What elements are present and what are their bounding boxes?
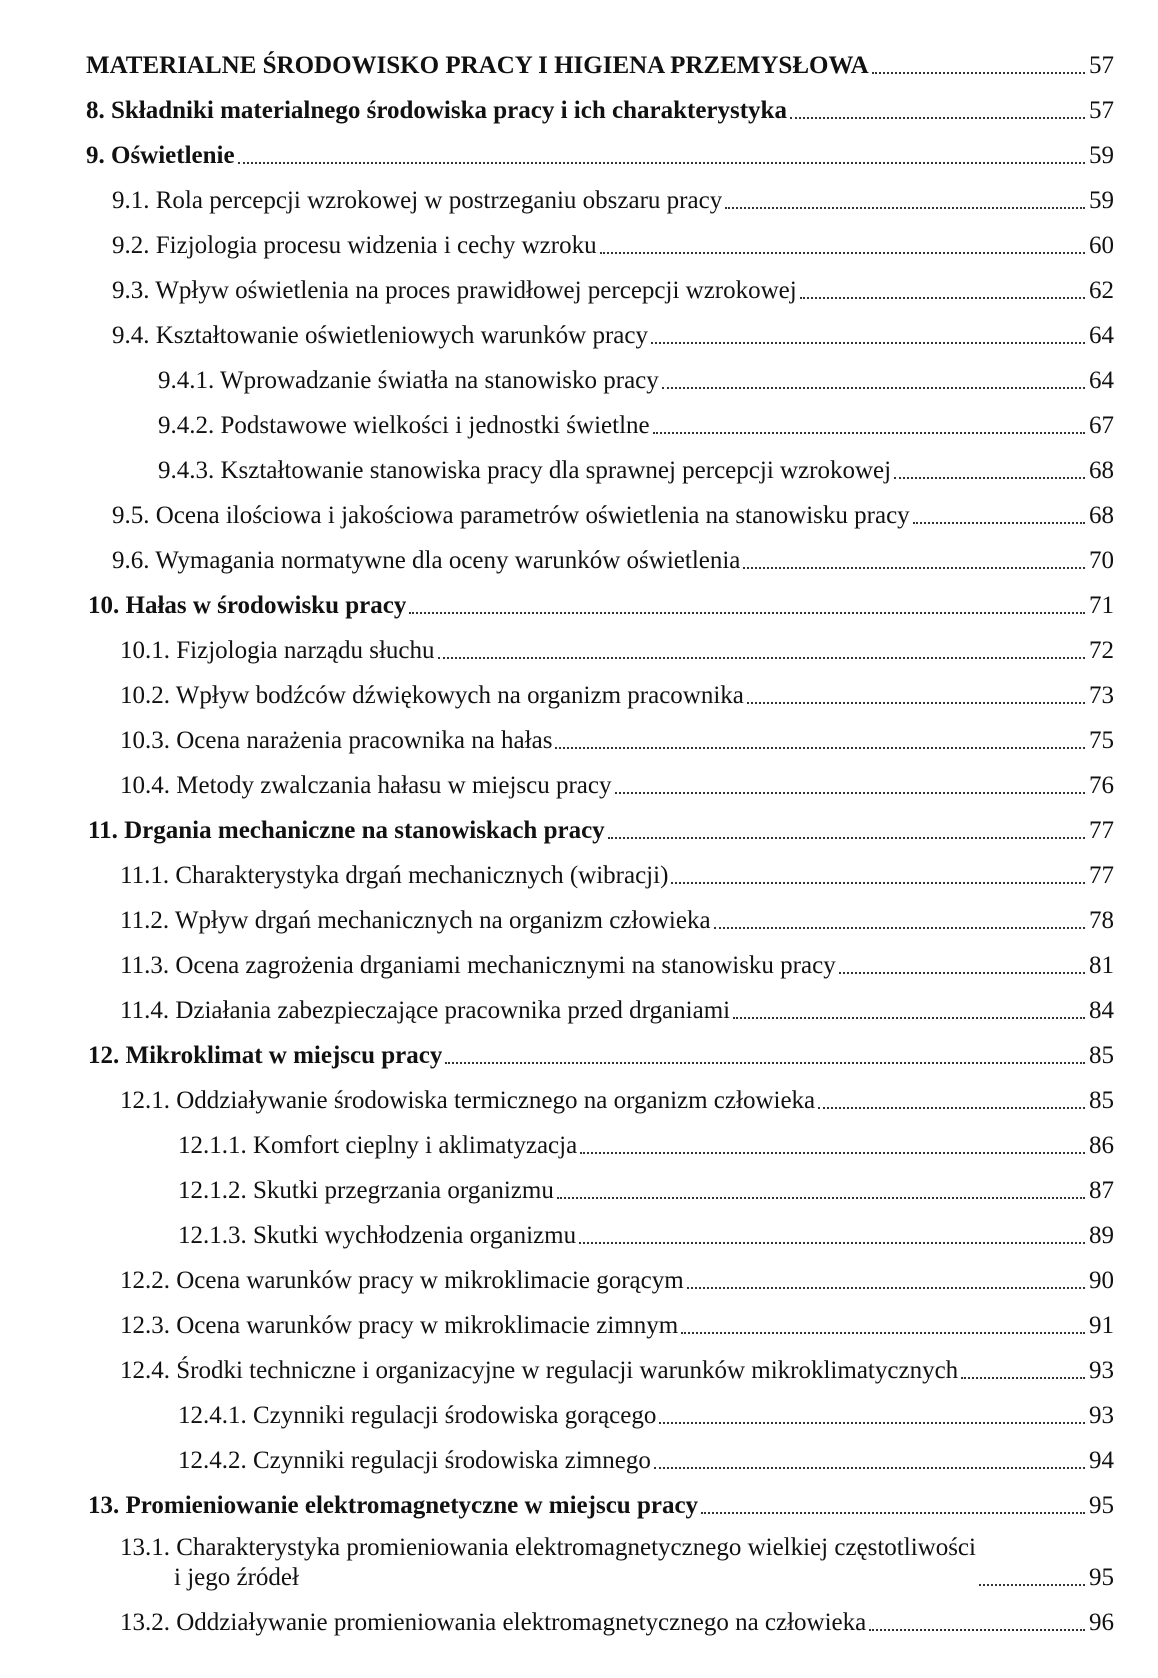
toc-entry-page: 60 xyxy=(1089,232,1114,259)
dot-leader xyxy=(725,207,1085,209)
dot-leader xyxy=(671,882,1085,884)
toc-entry xyxy=(86,756,1114,801)
toc-entry-title: 12.1.3. Skutki wychłodzenia organizmu xyxy=(178,1222,577,1249)
toc-entry-page: 96 xyxy=(1089,1609,1114,1636)
toc-entry-page: 68 xyxy=(1089,457,1114,484)
toc-entry-page: 70 xyxy=(1089,547,1114,574)
toc-entry xyxy=(86,36,1114,81)
toc-entry-page: 57 xyxy=(1089,97,1114,124)
toc-entry-page: 59 xyxy=(1089,187,1114,214)
dot-leader xyxy=(445,1062,1085,1064)
toc-entry-title: 9.4.1. Wprowadzanie światła na stanowisko pracy xyxy=(158,367,659,394)
toc-entry-title: 9.5. Ocena ilościowa i jakościowa parametrów oświetlenia na stanowisku pracy xyxy=(112,502,910,529)
toc-entry xyxy=(86,1161,1114,1206)
toc-entry-title: 9.1. Rola percepcji wzrokowej w postrzeganiu obszaru pracy xyxy=(112,187,723,214)
toc-entry-page: 73 xyxy=(1089,682,1114,709)
toc-entry xyxy=(86,1476,1114,1521)
toc-entry xyxy=(86,891,1114,936)
toc-entry xyxy=(86,666,1114,711)
toc-entry-page: 87 xyxy=(1089,1177,1114,1204)
table-of-contents xyxy=(86,36,1114,1638)
toc-entry-page: 81 xyxy=(1089,952,1114,979)
toc-entry-title-line2: i jego źródeł xyxy=(174,1564,299,1591)
toc-entry xyxy=(86,306,1114,351)
dot-leader xyxy=(608,837,1085,839)
toc-entry-title xyxy=(120,1533,976,1593)
toc-entry-page: 93 xyxy=(1089,1357,1114,1384)
toc-entry-page: 91 xyxy=(1089,1312,1114,1339)
toc-entry xyxy=(86,1116,1114,1161)
dot-leader xyxy=(615,792,1086,794)
toc-entry xyxy=(86,486,1114,531)
dot-leader xyxy=(869,1629,1085,1631)
toc-entry-title: 9.4. Kształtowanie oświetleniowych warunków pracy xyxy=(112,322,648,349)
toc-entry-page: 86 xyxy=(1089,1132,1114,1159)
toc-entry-title: 10.3. Ocena narażenia pracownika na hałas xyxy=(120,727,553,754)
toc-entry-page: 95 xyxy=(1089,1492,1114,1519)
dot-leader xyxy=(839,972,1085,974)
toc-entry-title: 9.4.2. Podstawowe wielkości i jednostki świetlne xyxy=(158,412,650,439)
dot-leader xyxy=(790,117,1085,119)
toc-entry-title: 12.4. Środki techniczne i organizacyjne w regulacji warunków mikroklimatycznych xyxy=(120,1357,959,1384)
dot-leader xyxy=(681,1332,1085,1334)
toc-entry-page: 93 xyxy=(1089,1402,1114,1429)
toc-entry-page: 85 xyxy=(1089,1087,1114,1114)
toc-entry-title: 13.2. Oddziaływanie promieniowania elektromagnetycznego na człowieka xyxy=(120,1609,867,1636)
toc-entry-page: 57 xyxy=(1089,52,1114,79)
dot-leader xyxy=(979,1584,1085,1586)
dot-leader xyxy=(238,162,1085,164)
dot-leader xyxy=(580,1152,1085,1154)
dot-leader xyxy=(557,1197,1085,1199)
toc-entry-page: 64 xyxy=(1089,322,1114,349)
toc-entry-page: 64 xyxy=(1089,367,1114,394)
toc-entry-title: 10.1. Fizjologia narządu słuchu xyxy=(120,637,435,664)
toc-entry-title: 12.4.2. Czynniki regulacji środowiska zimnego xyxy=(178,1447,651,1474)
toc-entry-page: 84 xyxy=(1089,997,1114,1024)
toc-entry-title: 8. Składniki materialnego środowiska pracy i ich charakterystyka xyxy=(86,97,787,124)
toc-entry-page: 67 xyxy=(1089,412,1114,439)
toc-entry-title: 10.4. Metody zwalczania hałasu w miejscu pracy xyxy=(120,772,612,799)
toc-entry-page: 89 xyxy=(1089,1222,1114,1249)
toc-entry-title: 9.2. Fizjologia procesu widzenia i cechy wzroku xyxy=(112,232,597,259)
toc-entry xyxy=(86,1593,1114,1638)
dot-leader xyxy=(653,432,1085,434)
toc-entry-title: 10. Hałas w środowisku pracy xyxy=(88,592,407,619)
toc-entry xyxy=(86,711,1114,756)
toc-entry xyxy=(86,1026,1114,1071)
toc-entry-title: 12. Mikroklimat w miejscu pracy xyxy=(88,1042,443,1069)
dot-leader xyxy=(733,1017,1085,1019)
toc-entry-page: 78 xyxy=(1089,907,1114,934)
toc-entry-page: 76 xyxy=(1089,772,1114,799)
toc-entry-page: 77 xyxy=(1089,862,1114,889)
toc-entry-title: 12.1. Oddziaływanie środowiska termicznego na organizm człowieka xyxy=(120,1087,816,1114)
toc-entry-title: 12.3. Ocena warunków pracy w mikroklimacie zimnym xyxy=(120,1312,679,1339)
toc-entry xyxy=(86,1206,1114,1251)
toc-entry xyxy=(86,261,1114,306)
dot-leader xyxy=(438,657,1085,659)
toc-entry-page: 75 xyxy=(1089,727,1114,754)
dot-leader xyxy=(662,387,1085,389)
toc-entry xyxy=(86,216,1114,261)
toc-entry-title: 11.1. Charakterystyka drgań mechanicznych (wibracji) xyxy=(120,862,669,889)
dot-leader xyxy=(687,1287,1085,1289)
dot-leader xyxy=(743,567,1085,569)
toc-entry xyxy=(86,621,1114,666)
toc-entry-title: 12.2. Ocena warunków pracy w mikroklimacie gorącym xyxy=(120,1267,684,1294)
toc-entry-title: 12.4.1. Czynniki regulacji środowiska gorącego xyxy=(178,1402,657,1429)
dot-leader xyxy=(872,72,1085,74)
dot-leader xyxy=(659,1422,1085,1424)
toc-entry xyxy=(86,396,1114,441)
toc-entry xyxy=(86,531,1114,576)
toc-entry-title: 12.1.1. Komfort cieplny i aklimatyzacja xyxy=(178,1132,578,1159)
toc-entry-page: 72 xyxy=(1089,637,1114,664)
toc-entry xyxy=(86,1296,1114,1341)
toc-entry-page: 77 xyxy=(1089,817,1114,844)
dot-leader xyxy=(651,342,1085,344)
toc-entry-title-line1: 13.1. Charakterystyka promieniowania elektromagnetycznego wielkiej częstotliwości xyxy=(120,1534,976,1561)
toc-entry xyxy=(86,1251,1114,1296)
toc-entry xyxy=(86,441,1114,486)
toc-entry-title: 11.3. Ocena zagrożenia drganiami mechanicznymi na stanowisku pracy xyxy=(120,952,836,979)
dot-leader xyxy=(579,1242,1085,1244)
toc-entry-page: 68 xyxy=(1089,502,1114,529)
toc-entry-page: 71 xyxy=(1089,592,1114,619)
toc-entry-title: MATERIALNE ŚRODOWISKO PRACY I HIGIENA PRZEMYSŁOWA xyxy=(86,52,869,79)
toc-entry-page: 94 xyxy=(1089,1447,1114,1474)
dot-leader xyxy=(961,1377,1085,1379)
toc-entry-title: 12.1.2. Skutki przegrzania organizmu xyxy=(178,1177,554,1204)
toc-entry-page: 90 xyxy=(1089,1267,1114,1294)
toc-entry xyxy=(86,1341,1114,1386)
toc-entry xyxy=(86,1521,1114,1593)
toc-entry-page: 85 xyxy=(1089,1042,1114,1069)
toc-entry-page: 62 xyxy=(1089,277,1114,304)
toc-entry xyxy=(86,1386,1114,1431)
toc-entry-title: 9.3. Wpływ oświetlenia na proces prawidłowej percepcji wzrokowej xyxy=(112,277,797,304)
dot-leader xyxy=(555,747,1085,749)
dot-leader xyxy=(747,702,1085,704)
dot-leader xyxy=(701,1512,1085,1514)
toc-entry xyxy=(86,576,1114,621)
toc-entry-title: 9.4.3. Kształtowanie stanowiska pracy dla sprawnej percepcji wzrokowej xyxy=(158,457,892,484)
dot-leader xyxy=(714,927,1085,929)
toc-entry xyxy=(86,1071,1114,1116)
toc-entry-title: 11. Drgania mechaniczne na stanowiskach pracy xyxy=(88,817,605,844)
toc-entry-title: 11.2. Wpływ drgań mechanicznych na organizm człowieka xyxy=(120,907,711,934)
toc-entry-title: 11.4. Działania zabezpieczające pracownika przed drganiami xyxy=(120,997,731,1024)
toc-entry-title: 10.2. Wpływ bodźców dźwiękowych na organizm pracownika xyxy=(120,682,744,709)
toc-entry xyxy=(86,981,1114,1026)
toc-entry xyxy=(86,126,1114,171)
dot-leader xyxy=(800,297,1085,299)
dot-leader xyxy=(818,1107,1085,1109)
dot-leader xyxy=(600,252,1085,254)
toc-entry-title: 9. Oświetlenie xyxy=(86,142,235,169)
toc-entry xyxy=(86,936,1114,981)
toc-entry xyxy=(86,846,1114,891)
dot-leader xyxy=(654,1467,1085,1469)
toc-entry xyxy=(86,171,1114,216)
toc-entry-page: 95 xyxy=(1089,1564,1114,1591)
toc-entry-title: 9.6. Wymagania normatywne dla oceny warunków oświetlenia xyxy=(112,547,741,574)
toc-entry xyxy=(86,81,1114,126)
toc-entry-title: 13. Promieniowanie elektromagnetyczne w miejscu pracy xyxy=(88,1492,699,1519)
dot-leader xyxy=(913,522,1085,524)
dot-leader xyxy=(409,612,1085,614)
toc-entry-page: 59 xyxy=(1089,142,1114,169)
dot-leader xyxy=(894,477,1085,479)
toc-entry xyxy=(86,801,1114,846)
toc-entry xyxy=(86,1431,1114,1476)
toc-entry xyxy=(86,351,1114,396)
